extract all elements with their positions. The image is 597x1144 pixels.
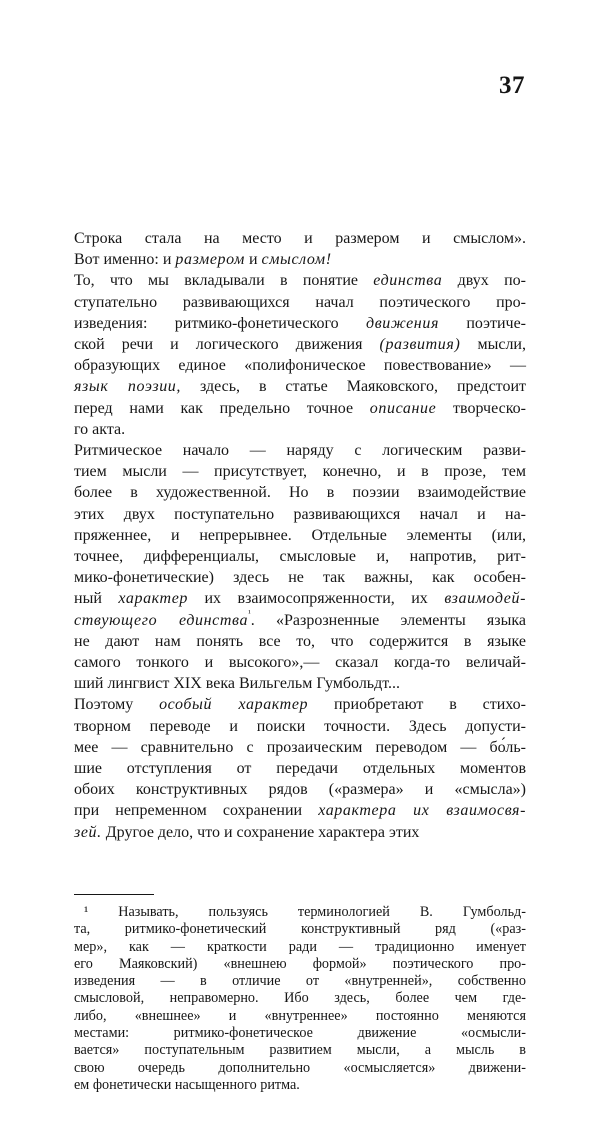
- text-line: [74, 800, 526, 821]
- text-run: пряженнее, и непрерывнее. Отдельные элементы (или,: [74, 526, 526, 544]
- text-line: [74, 461, 526, 482]
- text-run: изведения: ритмико-фонетического: [74, 314, 366, 332]
- footnote-line: ¹ Называть, пользуясь терминологией В. Гумбольд-: [84, 904, 526, 920]
- text-line: [74, 355, 526, 376]
- emphasis-text: взаимодей-: [444, 590, 527, 608]
- emphasis-text: характера их взаимосвя-: [318, 802, 526, 820]
- text-run: ступательно развивающихся начал поэтического про-: [74, 293, 526, 311]
- emphasis-text: ствующего единства: [74, 611, 249, 629]
- text-run: перед нами как предельно точное: [74, 399, 370, 417]
- text-run: двух по-: [442, 272, 526, 290]
- text-run: Поэтому: [74, 696, 160, 714]
- text-line: [74, 313, 526, 334]
- text-line: [74, 525, 526, 546]
- text-line: [74, 270, 526, 291]
- text-run: мысли,: [460, 336, 526, 354]
- text-run: этих двух поступательно развивающихся начал и на-: [74, 505, 526, 523]
- text-run: Другое дело, что и сохранение характера этих: [101, 823, 420, 841]
- emphasis-text: (развития): [379, 336, 461, 354]
- text-run: творном переводе и поиски точности. Здесь допусти-: [74, 717, 526, 735]
- text-line: [74, 822, 526, 843]
- text-run: ный: [74, 590, 119, 608]
- emphasis-text: особый характер: [159, 696, 309, 714]
- emphasis-text: зей.: [74, 823, 102, 841]
- text-line: [74, 737, 526, 758]
- text-run: Вот именно: и: [74, 251, 176, 269]
- footnote-line: свою очередь дополнительно «осмысляется» движени-: [74, 1059, 526, 1076]
- text-line: [74, 694, 526, 715]
- text-line: [74, 588, 526, 609]
- emphasis-text: единства: [373, 272, 443, 290]
- text-run: обоих конструктивных рядов («размера» и «смысла»): [74, 781, 526, 799]
- text-run: их взаимосопряженности, их: [188, 590, 445, 608]
- footnote-line: изведения — в отличие от «внутренней», собственно: [74, 973, 526, 990]
- text-line: [74, 652, 526, 673]
- text-line: [74, 631, 526, 652]
- text-run: ший лингвист XIX века Вильгельм Гумбольдт...: [74, 675, 401, 693]
- text-line: [74, 249, 526, 270]
- text-run: мико-фонетические) здесь не так важны, как особен-: [74, 569, 526, 587]
- emphasis-text: характер: [118, 590, 188, 608]
- text-line: [74, 292, 526, 313]
- footnote: [74, 904, 526, 1094]
- text-line: [74, 482, 526, 503]
- footnote-line: его Маяковский) «внешнею формой» поэтического про-: [74, 955, 526, 972]
- page-number: 37: [499, 72, 525, 99]
- footnote-line: ем фонетически насыщенного ритма.: [74, 1076, 300, 1093]
- text-line: [74, 546, 526, 567]
- paragraph: [74, 694, 526, 842]
- text-run: тием мысли — присутствует, конечно, и в прозе, тем: [74, 463, 526, 481]
- emphasis-text: смыслом!: [261, 251, 332, 269]
- emphasis-text: размером: [175, 251, 245, 269]
- text-run: мее — сравнительно с прозаическим переводом — бо́ль-: [74, 738, 526, 756]
- text-line: [74, 673, 526, 694]
- text-line: [74, 716, 526, 737]
- text-run: самого тонкого и высокого»,— сказал когда-то величай-: [74, 654, 526, 672]
- footnote-marker: ¹: [248, 607, 251, 618]
- text-run: точнее, дифференциалы, смысловые и, напротив, рит-: [74, 548, 526, 566]
- text-line: [74, 567, 526, 588]
- text-line: [74, 228, 526, 249]
- text-run: То, что мы вкладывали в понятие: [74, 272, 374, 290]
- paragraph: [74, 228, 526, 270]
- text-run: поэтиче-: [439, 314, 527, 332]
- text-run: го акта.: [74, 420, 126, 438]
- text-run: приобретают в стихо-: [308, 696, 526, 714]
- emphasis-text: движения: [366, 314, 439, 332]
- text-line: [74, 398, 526, 419]
- text-line: [74, 504, 526, 525]
- text-run: . «Разрозненные элементы языка: [250, 611, 526, 629]
- text-run: здесь, в статье Маяковского, предстоит: [181, 378, 527, 396]
- text-run: Строка стала на место и размером и смыслом».: [74, 230, 526, 247]
- paragraph: [74, 440, 526, 694]
- emphasis-text: описание: [369, 399, 437, 417]
- text-line: [74, 607, 526, 631]
- text-run: не дают нам понять все то, что содержится в языке: [74, 632, 526, 650]
- text-line: [74, 419, 526, 440]
- emphasis-text: язык поэзии,: [74, 378, 182, 396]
- footnote-line: та, ритмико-фонетический конструктивный ряд («раз-: [74, 921, 526, 938]
- text-run: ской речи и логического движения: [74, 336, 380, 354]
- text-run: и: [244, 251, 262, 269]
- text-run: Ритмическое начало — наряду с логическим разви-: [74, 442, 526, 460]
- main-text: [74, 228, 526, 843]
- footnote-line: мер», как — краткости ради — традиционно именует: [74, 938, 526, 955]
- text-run: творческо-: [436, 399, 526, 417]
- text-run: образующих единое «полифоническое повествование» —: [74, 357, 526, 375]
- text-line: [74, 758, 526, 779]
- footnote-line: вается» поступательным развитием мысли, а мысль в: [74, 1042, 526, 1059]
- text-run: более в художественной. Но в поэзии взаимодействие: [74, 484, 526, 502]
- footnote-line: смысловой, неправомерно. Ибо здесь, более чем где-: [74, 990, 526, 1007]
- text-line: [74, 334, 526, 355]
- text-run: при непременном сохранении: [74, 802, 319, 820]
- footnote-line: либо, «внешнее» и «внутреннее» постоянно меняются: [74, 1007, 526, 1024]
- footnote-separator: [74, 894, 154, 895]
- text-line: [74, 376, 526, 397]
- text-line: [74, 779, 526, 800]
- text-line: [74, 440, 526, 461]
- footnote-line: местами: ритмико-фонетическое движение «осмысли-: [74, 1025, 526, 1042]
- paragraph: [74, 270, 526, 440]
- text-run: шие отступления от передачи отдельных моментов: [74, 760, 526, 778]
